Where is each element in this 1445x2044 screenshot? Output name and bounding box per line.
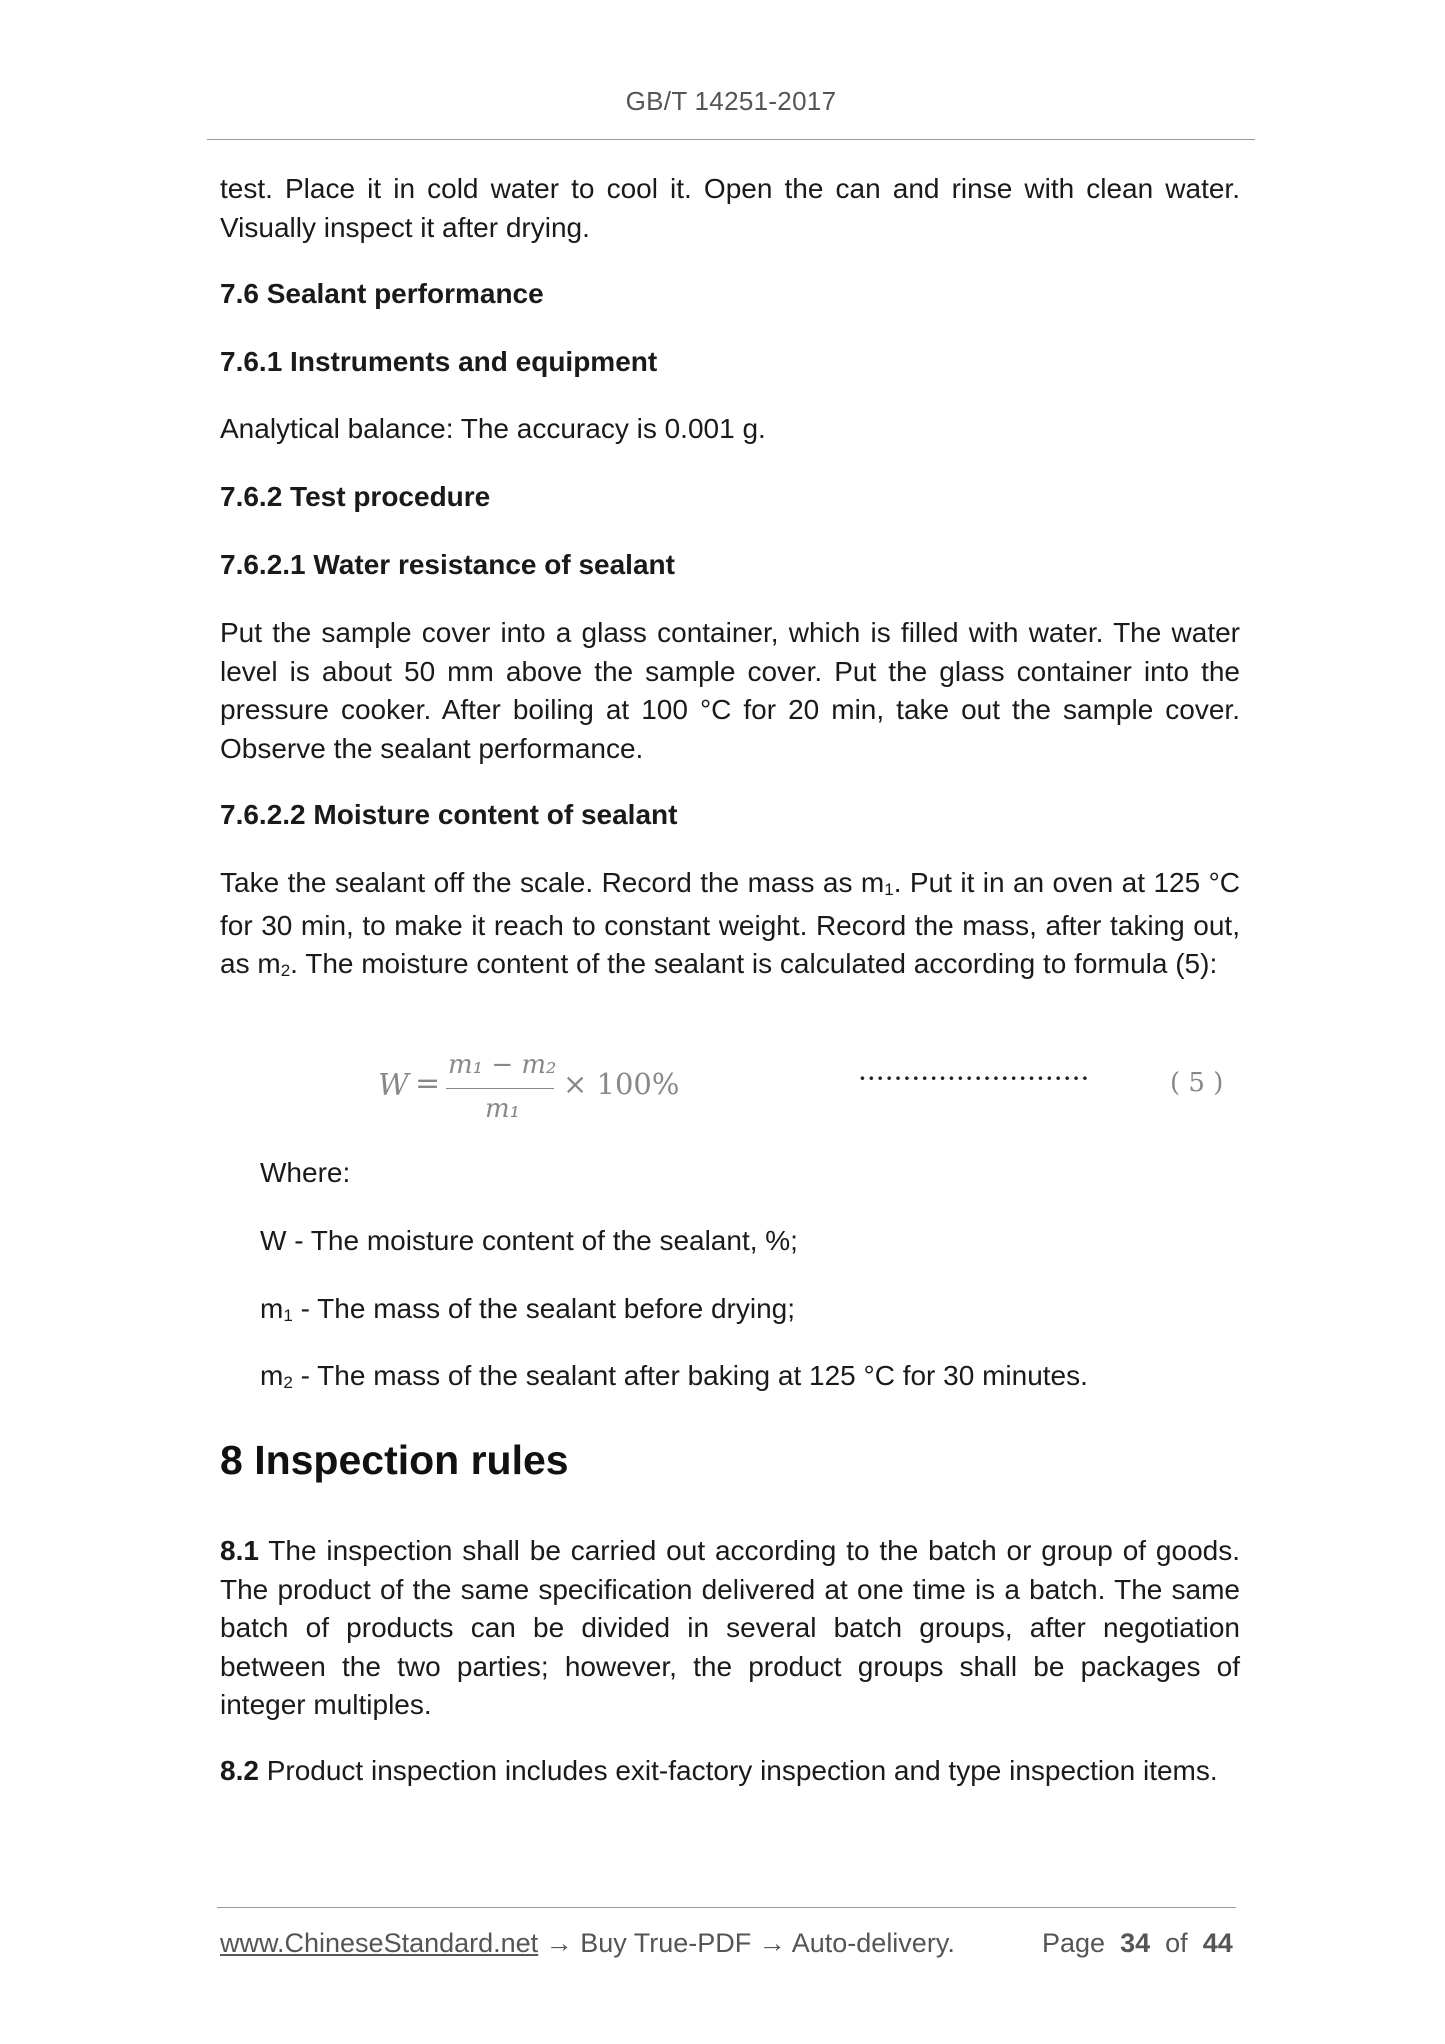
formula-equals: = xyxy=(415,1066,441,1101)
paragraph-cooling: test. Place it in cold water to cool it. Open the can and rinse with clean water. Visually inspect it after drying. xyxy=(220,173,1240,243)
chinesestandard-link[interactable]: www.ChineseStandard.net xyxy=(220,1928,539,1958)
fraction-bar xyxy=(446,1088,554,1089)
paragraph-8-2: 8.2 Product inspection includes exit-factory inspection and type inspection items. xyxy=(220,1755,1218,1786)
paragraph-balance: Analytical balance: The accuracy is 0.001 g. xyxy=(220,413,766,444)
heading-7-6-2-1: 7.6.2.1 Water resistance of sealant xyxy=(220,549,675,580)
footer-divider xyxy=(217,1907,1236,1908)
formula-lhs: W xyxy=(378,1068,409,1103)
where-m2: $m_2$ - The mass of the sealant after baking at 125 °C for 30 minutes. xyxy=(260,1360,1088,1392)
paragraph-8-1: 8.1 The inspection shall be carried out according to the batch or group of goods. The product of the same specification delivered at one time is a batch. The same batch of products can be divided in several batch groups, after negotiation between the two parties; however, the product groups shall be packages of integer multiples. xyxy=(220,1535,1240,1720)
formula-denominator: m₁ xyxy=(485,1094,521,1124)
formula-5 xyxy=(220,1050,1240,1140)
heading-8: 8 Inspection rules xyxy=(220,1437,569,1483)
heading-7-6-1: 7.6.1 Instruments and equipment xyxy=(220,346,658,377)
paragraph-moisture: Take the sealant off the scale. Record the mass as $m_1$. Put it in an oven at 125 °C for 30 min, to make it reach to constant weight. Record the mass, after taking out, as $m_2$. The moisture content of the sealant is calculated according to formula (5): xyxy=(220,867,1241,980)
document-header: GB/T 14251-2017 xyxy=(625,86,837,116)
where-w: W - The moisture content of the sealant, %; xyxy=(260,1225,798,1256)
formula-times: × 100% xyxy=(563,1067,680,1101)
page-indicator: Page 34 of 44 xyxy=(1042,1928,1233,1958)
heading-7-6-2-2: 7.6.2.2 Moisture content of sealant xyxy=(220,799,678,830)
formula-leader-dots: ·························· xyxy=(858,1062,1090,1095)
where-label: Where: xyxy=(260,1157,351,1188)
heading-7-6: 7.6 Sealant performance xyxy=(220,278,544,309)
footer-promo: www.ChineseStandard.net → Buy True-PDF → Auto-delivery. xyxy=(220,1928,955,1958)
formula-numerator: m₁ − m₂ xyxy=(448,1050,557,1080)
paragraph-water-resistance: Put the sample cover into a glass container, which is filled with water. The water level is about 50 mm above the sample cover. Put the glass container into the pressure cooker. After boiling at 100 °C for 20 min, take out the sample cover. Observe the sealant performance. xyxy=(220,617,1240,764)
where-m1: $m_1$ - The mass of the sealant before drying; xyxy=(260,1293,795,1325)
header-divider xyxy=(207,139,1255,140)
heading-7-6-2: 7.6.2 Test procedure xyxy=(220,481,491,512)
formula-number: ( 5 ) xyxy=(1170,1068,1224,1098)
